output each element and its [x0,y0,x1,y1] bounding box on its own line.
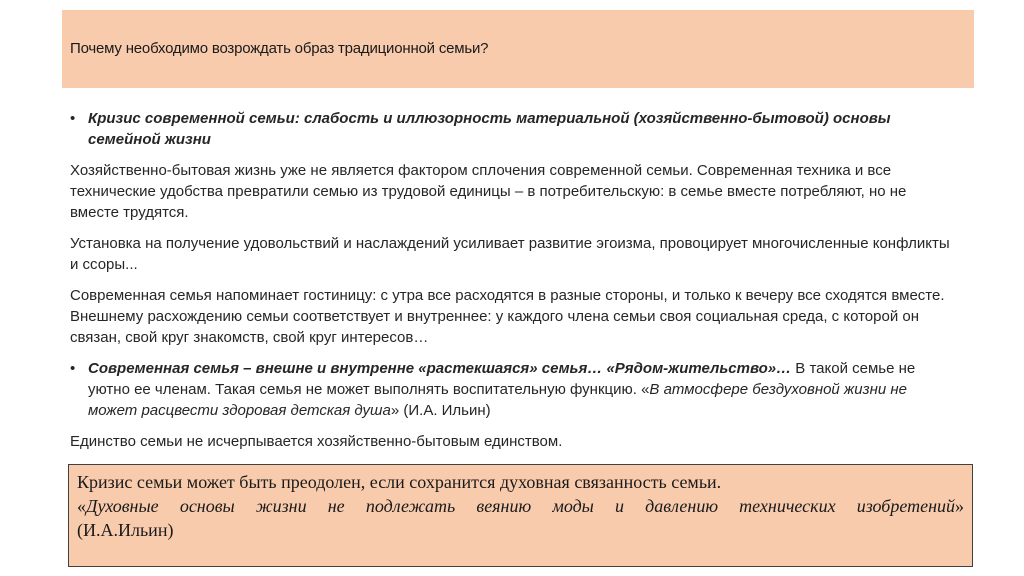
bullet-crisis [70,108,950,150]
paragraph-hotel: Современная семья напоминает гостиницу: с утра все расходятся в разные стороны, и только к вечеру все сходятся вместе. Внешнему расхождению семьи соответствует и внутреннее: у каждого члена семьи своя социальная среда, с которой он связан, свой круг знакомств, свой круг интересов… [70,287,945,346]
close-quote-mark: » [955,496,964,516]
quote-line-crisis: Кризис семьи может быть преодолен, если сохранится духовная связанность семьи. [77,472,722,492]
paragraph-household: Хозяйственно-бытовая жизнь уже не является фактором сплочения современной семьи. Современная техника и все технические удобства превратили семью из трудовой единицы – в потребительскую: в семье вместе потребляют, но не вместе трудятся. [70,162,907,221]
open-quote-mark: « [77,496,86,516]
slide-title: Почему необходимо возрождать образ традиционной семьи? [70,40,489,57]
bullet-attribution: » (И.А. Ильин) [390,402,491,419]
bullet-heading: Кризис современной семьи: слабость и иллюзорность материальной (хозяйственно-бытовой) основы семейной жизни [88,110,891,148]
bullet-italic-quote: В атмосфере бездуховной жизни не может расцвести здоровая детская душа [88,381,907,419]
bullet-modern-family [70,358,950,421]
paragraph-unity: Единство семьи не исчерпывается хозяйственно-бытовым единством. [70,433,563,450]
quote-line-ilyin [77,494,964,518]
bullet-marker: • [70,360,76,377]
quote-author: (И.А.Ильин) [77,520,174,540]
quote-box [68,464,973,567]
title-banner [62,10,974,88]
bullet-normal-text: В такой семье не уютно ее членам. Такая семья не может выполнять воспитательную функцию. « [88,360,916,398]
paragraph-pleasure: Установка на получение удовольствий и наслаждений усиливает развитие эгоизма, провоцирует многочисленные конфликты и ссоры... [70,235,950,273]
bullet-marker: • [70,110,76,127]
slide-body [70,108,950,462]
bullet-bold-text: Современная семья – внешне и внутренне «растекшаяся» семья… «Рядом-жительство»… [88,360,792,377]
quote-italic-text: Духовные основы жизни не подлежать веянию моды и давлению технических изобретений [86,496,955,516]
